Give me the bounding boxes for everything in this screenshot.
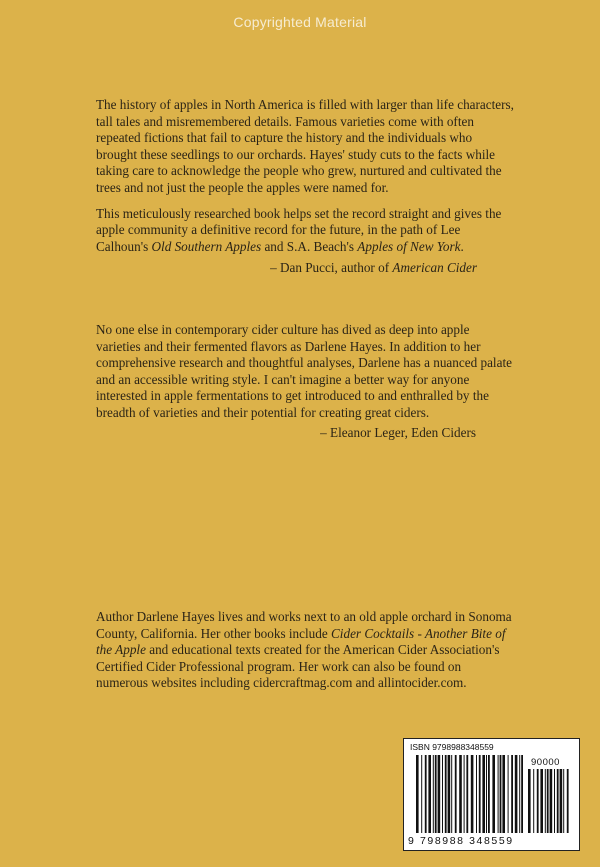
review-blurb-2 [96,322,514,422]
book-title-cider-cocktails: Cider Cocktails - Another Bite of the Apple [96,625,506,658]
author-bio: Author Darlene Hayes lives and works next to an old apple orchard in Sonoma County, California. Her other books include Cider Cocktails - Another Bite of the Apple and educational texts created for the American Cider Association's Certified Cider Professional program. Her work can also be found on numerous websites including cidercraftmag.com and allintocider.com. [96,609,512,691]
review-2-attribution: – Eleanor Leger, Eden Ciders [320,425,476,440]
isbn-barcode [403,738,580,851]
review-1-paragraph-1: The history of apples in North America is filled with larger than life characters, tall tales and misremembered details. Famous varieties come with often repeated fictions that fail to capture the history and the individuals who brought these seedlings to our orchards. Hayes' study cuts to the facts while taking care to acknowledge the people who grew, nurtured and cultivated the trees and not just the people the apples were named for. [96,97,514,195]
book-title-apples-of-new-york: Apples of New York [357,238,461,254]
price-barcode-bars [528,769,572,833]
price-code: 90000 [531,757,560,768]
review-2-paragraph: No one else in contemporary cider culture has dived as deep into apple varieties and their fermented flavors as Darlene Hayes. In addition to her comprehensive research and thoughtful analyses, Darlene has a nuanced palate and an accessible writing style. I can't imagine a better way for anyone interested in apple fermentations to get introduced to and enthralled by the breadth of varieties and their potential for creating great ciders. [96,322,512,420]
ean-barcode-bars [416,755,524,833]
isbn-label: ISBN 9798988348559 [410,742,494,752]
review-1-attribution: – Dan Pucci, author of American Cider [270,260,477,275]
barcode-digits: 9 798988 348559 [408,835,514,847]
review-1-paragraph-2: This meticulously researched book helps set the record straight and gives the apple community a definitive record for the future, in the path of Lee Calhoun's Old Southern Apples and S.A. Beach's Apples of New York. [96,205,502,254]
copyright-watermark: Copyrighted Material [233,14,367,30]
review-blurb-1 [96,97,514,255]
book-title-old-southern-apples: Old Southern Apples [151,238,262,254]
